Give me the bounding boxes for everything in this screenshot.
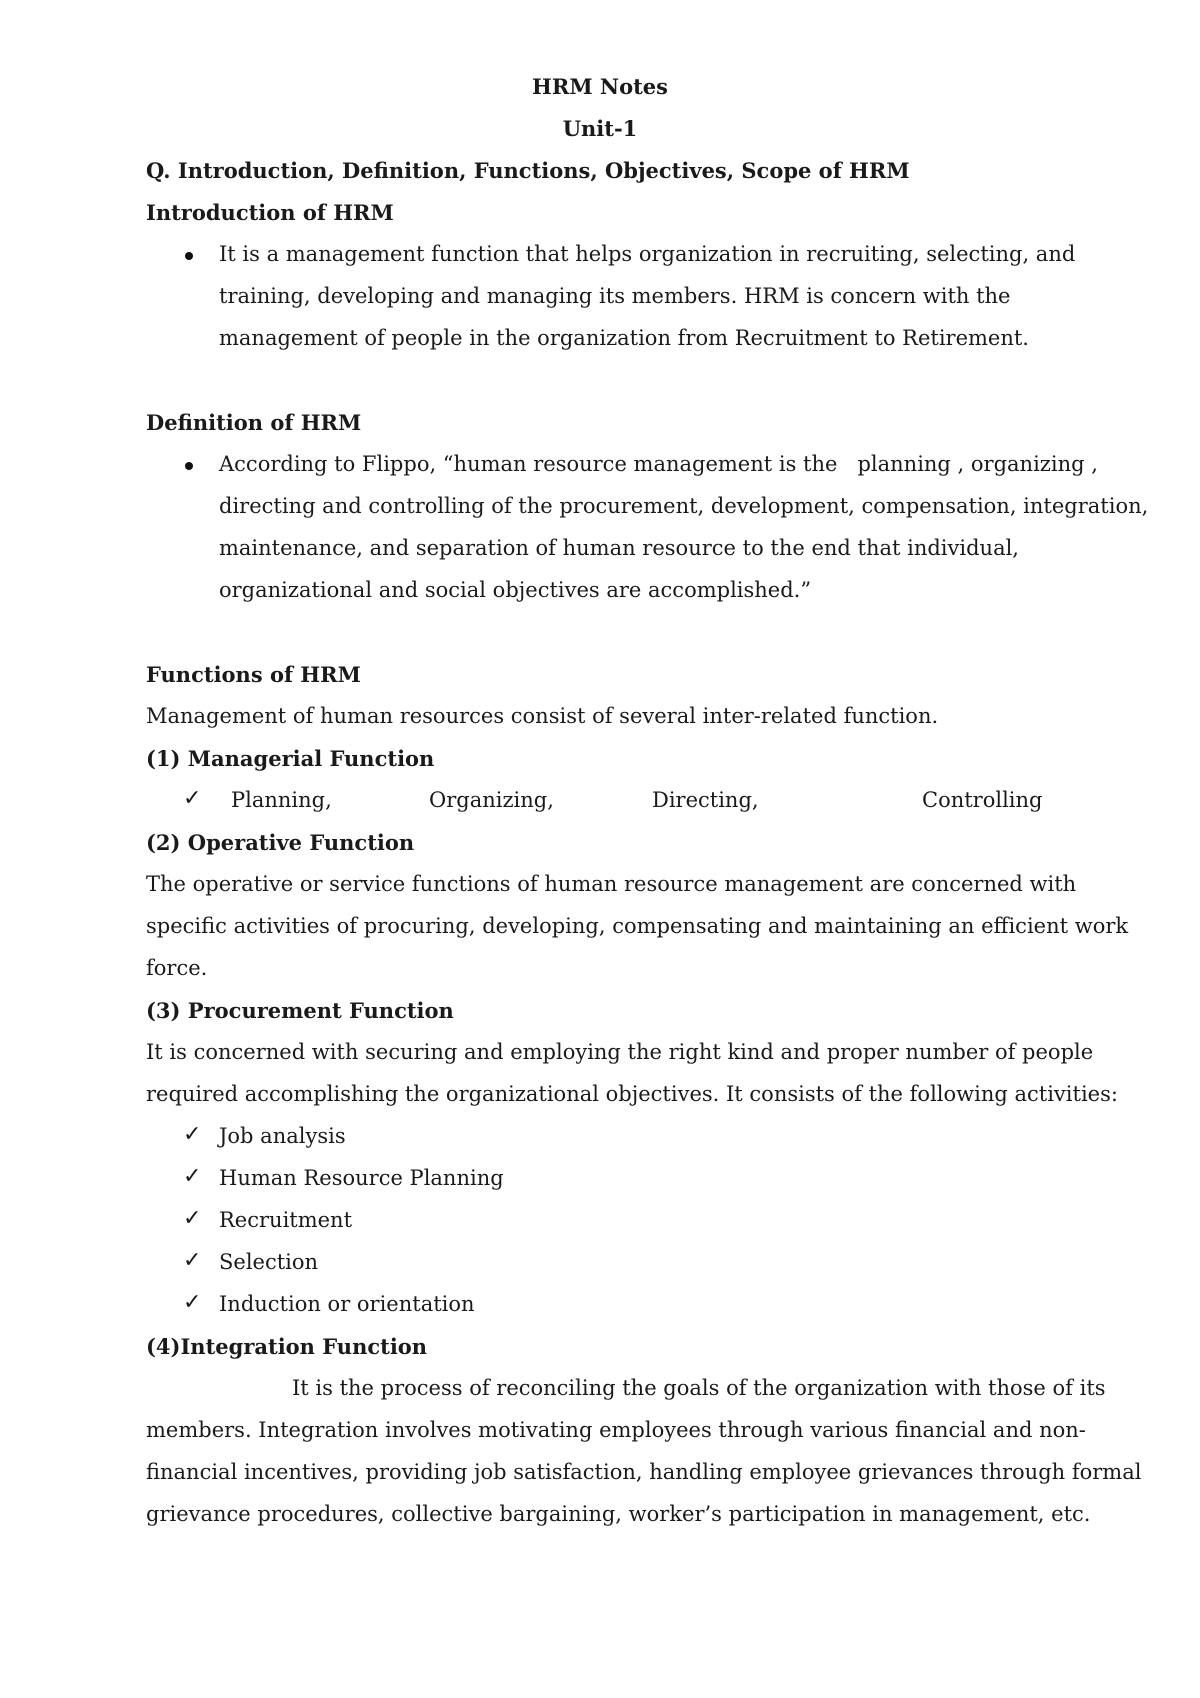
definition-line: directing and controlling of the procurement, development, compensation, integration, [219, 494, 1149, 518]
procurement-item: Human Resource Planning [219, 1166, 504, 1190]
procurement-item: Selection [219, 1250, 319, 1274]
integration-line: members. Integration involves motivating employees through various financial and non- [146, 1418, 1086, 1442]
checkmark-icon: ✓ [183, 1164, 202, 1189]
checkmark-icon: ✓ [183, 1290, 202, 1315]
managerial-item: Directing, [652, 788, 759, 812]
functions-intro: Management of human resources consist of several inter-related function. [146, 704, 939, 728]
managerial-item: Organizing, [429, 788, 554, 812]
procurement-line: required accomplishing the organizational objectives. It consists of the following activities: [146, 1082, 1118, 1106]
functions-heading: Functions of HRM [146, 662, 361, 687]
integration-line: It is the process of reconciling the goals of the organization with those of its [292, 1376, 1106, 1400]
question-heading: Q. Introduction, Definition, Functions, Objectives, Scope of HRM [146, 158, 910, 183]
integration-line: financial incentives, providing job satisfaction, handling employee grievances through formal [146, 1460, 1142, 1484]
procurement-item: Induction or orientation [219, 1292, 475, 1316]
definition-line: organizational and social objectives are accomplished.” [219, 578, 812, 602]
operative-line: specific activities of procuring, developing, compensating and maintaining an efficient work [146, 914, 1129, 938]
intro-line: training, developing and managing its members. HRM is concern with the [219, 284, 1011, 308]
intro-line: management of people in the organization from Recruitment to Retirement. [219, 326, 1029, 350]
bullet-icon [185, 462, 193, 470]
operative-line: The operative or service functions of human resource management are concerned with [146, 872, 1077, 896]
checkmark-icon: ✓ [183, 1122, 202, 1147]
intro-line: It is a management function that helps organization in recruiting, selecting, and [219, 242, 1076, 266]
definition-line: maintenance, and separation of human resource to the end that individual, [219, 536, 1019, 560]
unit-label: Unit-1 [562, 116, 638, 141]
managerial-item: Controlling [922, 788, 1043, 812]
operative-line: force. [146, 956, 208, 980]
definition-line: According to Flippo, “human resource management is the planning , organizing , [219, 452, 1098, 476]
procurement-item: Job analysis [219, 1124, 346, 1148]
managerial-item: Planning, [231, 788, 332, 812]
procurement-heading: (3) Procurement Function [146, 998, 454, 1023]
procurement-line: It is concerned with securing and employing the right kind and proper number of people [146, 1040, 1094, 1064]
definition-heading: Definition of HRM [146, 410, 362, 435]
intro-heading: Introduction of HRM [146, 200, 394, 225]
integration-line: grievance procedures, collective bargaining, worker’s participation in management, etc. [146, 1502, 1091, 1526]
managerial-heading: (1) Managerial Function [146, 746, 435, 771]
procurement-item: Recruitment [219, 1208, 353, 1232]
bullet-icon [185, 252, 193, 260]
checkmark-icon: ✓ [183, 1248, 202, 1273]
operative-heading: (2) Operative Function [146, 830, 415, 855]
doc-title: HRM Notes [532, 74, 668, 99]
checkmark-icon: ✓ [183, 1206, 202, 1231]
integration-heading: (4)Integration Function [146, 1334, 428, 1359]
checkmark-icon: ✓ [183, 786, 202, 811]
